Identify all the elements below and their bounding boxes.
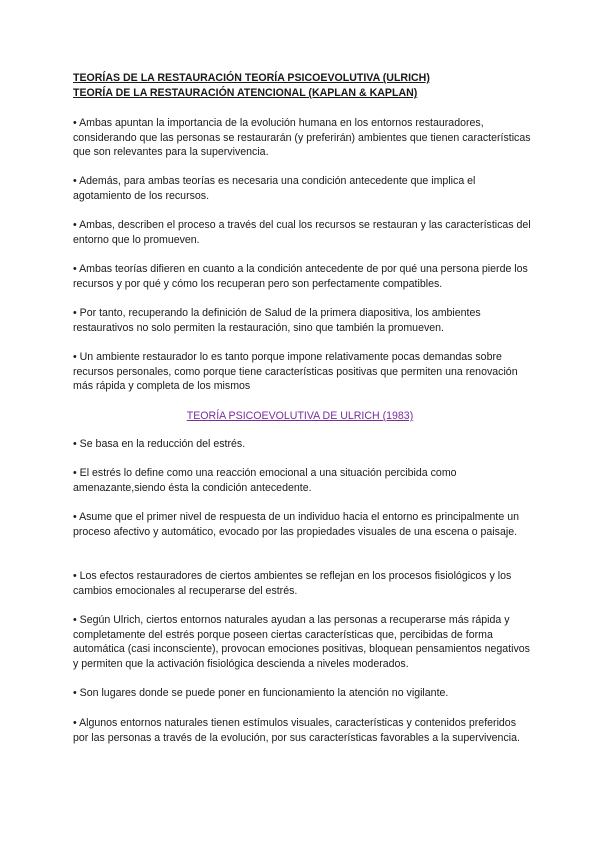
bullet-paragraph: • Según Ulrich, ciertos entornos naturales ayudan a las personas a recuperarse más rápida y completamente del estrés porque poseen ciertas características que, percibidas de forma automática (casi inconsciente), provocan emociones positivas, bloquean pensamientos negativos y permiten que la activación fisiológica descienda a niveles moderados. [73, 614, 530, 670]
bullet-paragraph: • Ambas teorías difieren en cuanto a la condición antecedente de por qué una persona pierde los recursos y por qué y cómo los recuperan pero son perfectamente compatibles. [73, 263, 528, 290]
bullet-paragraph: • Se basa en la reducción del estrés. [73, 438, 246, 450]
bullet-paragraph: • Ambas, describen el proceso a través del cual los recursos se restauran y las características del entorno que lo promueven. [73, 219, 531, 246]
bullet-paragraph: • Un ambiente restaurador lo es tanto porque impone relativamente pocas demandas sobre recursos personales, como porque tiene características positivas que permiten una renovación más rápida y completa de los mismos [73, 351, 518, 392]
bullet-paragraph: • Ambas apuntan la importancia de la evolución humana en los entornos restauradores, considerando que las personas se restaurarán (y preferirán) ambientes que tienen características que son relevantes para la supervivencia. [73, 117, 531, 158]
document-title-line-1: TEORÍAS DE LA RESTAURACIÓN TEORÍA PSICOEVOLUTIVA (ULRICH) [73, 72, 430, 84]
bullet-paragraph: • Por tanto, recuperando la definición de Salud de la primera diapositiva, los ambientes restaurativos no solo permiten la restauración, sino que también la promueven. [73, 307, 481, 334]
bullet-paragraph: • Algunos entornos naturales tienen estímulos visuales, características y contenidos preferidos por las personas a través de la evolución, por sus características favorables a la supervivencia. [73, 717, 520, 744]
bullet-paragraph: • Los efectos restauradores de ciertos ambientes se reflejan en los procesos fisiológicos y los cambios emocionales al recuperarse del estrés. [73, 570, 512, 597]
bullet-paragraph: • Además, para ambas teorías es necesaria una condición antecedente que implica el agotamiento de los recursos. [73, 175, 476, 202]
bullet-paragraph: • Asume que el primer nivel de respuesta de un individuo hacia el entorno es principalmente un proceso afectivo y automático, evocado por las propiedades visuales de una escena o paisaje. [73, 511, 519, 538]
bullet-paragraph: • Son lugares donde se puede poner en funcionamiento la atención no vigilante. [73, 687, 449, 699]
document-title-line-2: TEORÍA DE LA RESTAURACIÓN ATENCIONAL (KAPLAN & KAPLAN) [73, 87, 418, 99]
section-heading-link[interactable]: TEORÍA PSICOEVOLUTIVA DE ULRICH (1983) [186, 410, 414, 422]
bullet-paragraph: • El estrés lo define como una reacción emocional a una situación percibida como amenazante,siendo ésta la condición antecedente. [73, 467, 457, 494]
